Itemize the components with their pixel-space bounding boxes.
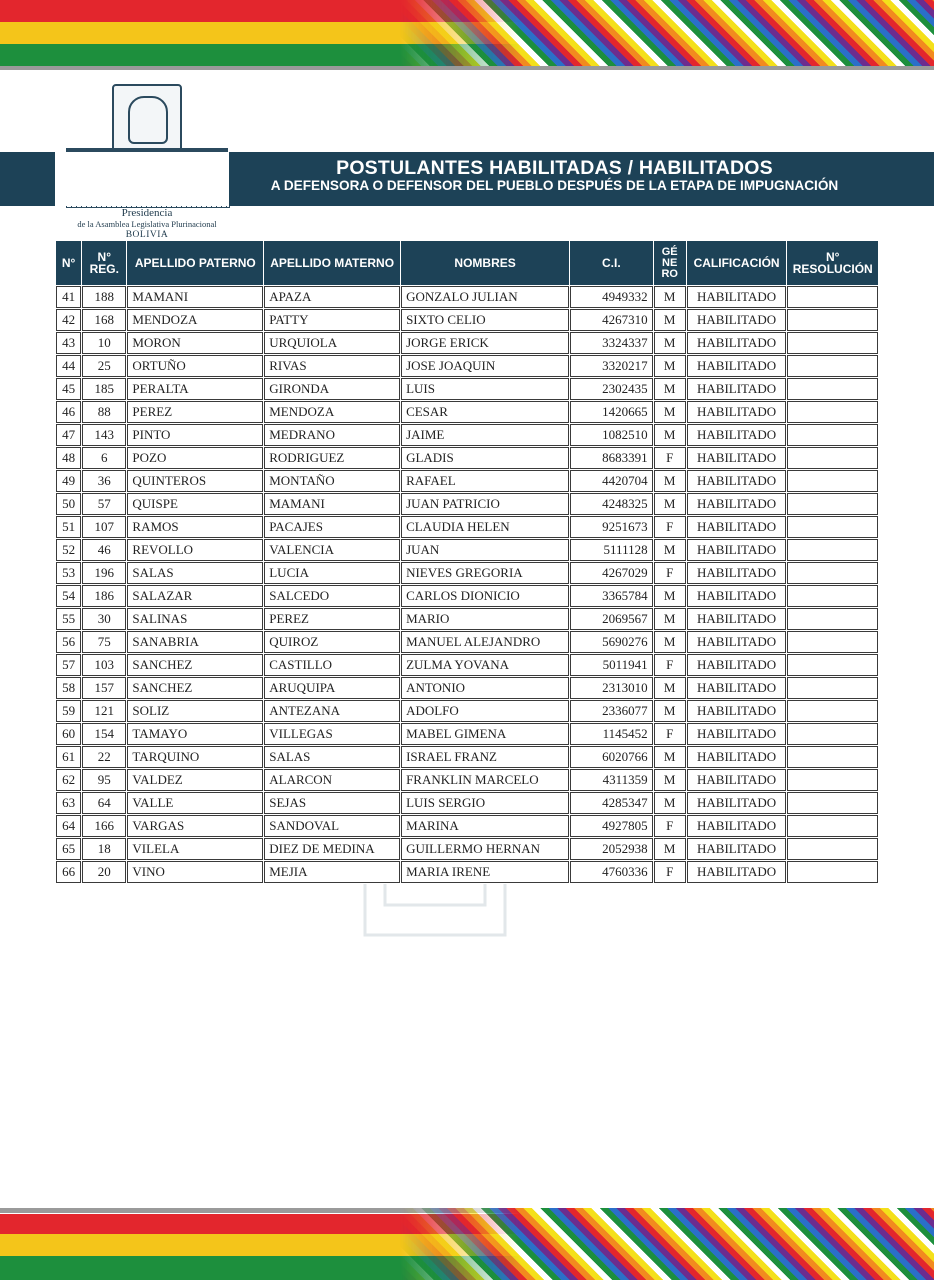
table-cell: NIEVES GREGORIA xyxy=(401,562,569,584)
table-cell: 4760336 xyxy=(570,861,653,883)
table-cell: QUINTEROS xyxy=(127,470,263,492)
table-cell xyxy=(787,792,878,814)
table-cell: F xyxy=(654,723,686,745)
table-cell: F xyxy=(654,447,686,469)
table-cell: 5011941 xyxy=(570,654,653,676)
table-cell: VARGAS xyxy=(127,815,263,837)
table-cell: HABILITADO xyxy=(687,723,787,745)
table-cell: MONTAÑO xyxy=(264,470,400,492)
table-cell: 44 xyxy=(56,355,81,377)
table-cell: M xyxy=(654,286,686,308)
table-cell: 9251673 xyxy=(570,516,653,538)
table-cell: GONZALO JULIAN xyxy=(401,286,569,308)
table-cell xyxy=(787,838,878,860)
table-cell: 63 xyxy=(56,792,81,814)
table-cell xyxy=(787,378,878,400)
table-cell: 64 xyxy=(56,815,81,837)
table-cell: HABILITADO xyxy=(687,654,787,676)
logo-line-3: BOLIVIA xyxy=(125,230,169,240)
table-cell: 4949332 xyxy=(570,286,653,308)
table-cell: ISRAEL FRANZ xyxy=(401,746,569,768)
table-cell: 5111128 xyxy=(570,539,653,561)
table-cell: SANABRIA xyxy=(127,631,263,653)
table-cell: 5690276 xyxy=(570,631,653,653)
table-cell: MAMANI xyxy=(127,286,263,308)
table-cell: HABILITADO xyxy=(687,470,787,492)
table-cell: 60 xyxy=(56,723,81,745)
table-cell: JUAN PATRICIO xyxy=(401,493,569,515)
table-cell: 64 xyxy=(82,792,126,814)
table-cell: 55 xyxy=(56,608,81,630)
table-cell xyxy=(787,769,878,791)
table-cell: SANCHEZ xyxy=(127,677,263,699)
wiphala-pattern-bottom xyxy=(400,1208,934,1280)
col-header-genero: GÉ NE RO xyxy=(654,241,686,285)
table-cell: M xyxy=(654,608,686,630)
top-flag-band xyxy=(0,0,934,70)
table-row xyxy=(56,769,878,791)
table-cell: JUAN xyxy=(401,539,569,561)
table-cell: HABILITADO xyxy=(687,746,787,768)
col-header-resolucion: N° RESOLUCIÓN xyxy=(787,241,878,285)
table-row xyxy=(56,861,878,883)
table-cell: PEREZ xyxy=(127,401,263,423)
table-cell: M xyxy=(654,401,686,423)
table-cell: CESAR xyxy=(401,401,569,423)
table-cell: SALAS xyxy=(264,746,400,768)
table-cell: 46 xyxy=(56,401,81,423)
table-cell: 157 xyxy=(82,677,126,699)
table-cell: DIEZ DE MEDINA xyxy=(264,838,400,860)
table-cell: 36 xyxy=(82,470,126,492)
table-cell: 65 xyxy=(56,838,81,860)
table-cell: 188 xyxy=(82,286,126,308)
table-cell: HABILITADO xyxy=(687,539,787,561)
table-cell: HABILITADO xyxy=(687,447,787,469)
table-cell: 48 xyxy=(56,447,81,469)
table-cell: 4420704 xyxy=(570,470,653,492)
table-cell: JOSE JOAQUIN xyxy=(401,355,569,377)
table-cell: 2336077 xyxy=(570,700,653,722)
table-cell: M xyxy=(654,769,686,791)
table-cell: 43 xyxy=(56,332,81,354)
table-cell: HABILITADO xyxy=(687,677,787,699)
table-cell: MEJIA xyxy=(264,861,400,883)
table-cell: 18 xyxy=(82,838,126,860)
table-cell xyxy=(787,723,878,745)
table-cell xyxy=(787,700,878,722)
table-row xyxy=(56,539,878,561)
table-cell: M xyxy=(654,746,686,768)
col-header-materno: APELLIDO MATERNO xyxy=(264,241,400,285)
table-cell: 2313010 xyxy=(570,677,653,699)
table-cell: 50 xyxy=(56,493,81,515)
table-cell: 88 xyxy=(82,401,126,423)
table-cell: HABILITADO xyxy=(687,792,787,814)
table-cell: 1145452 xyxy=(570,723,653,745)
table-cell: VILELA xyxy=(127,838,263,860)
table-cell: 107 xyxy=(82,516,126,538)
table-cell: JAIME xyxy=(401,424,569,446)
table-cell: 59 xyxy=(56,700,81,722)
table-row xyxy=(56,838,878,860)
table-cell: HABILITADO xyxy=(687,700,787,722)
table-cell: MENDOZA xyxy=(127,309,263,331)
table-cell: 49 xyxy=(56,470,81,492)
table-row xyxy=(56,608,878,630)
table-cell: 166 xyxy=(82,815,126,837)
table-cell: HABILITADO xyxy=(687,286,787,308)
table-cell: ANTEZANA xyxy=(264,700,400,722)
table-cell: HABILITADO xyxy=(687,309,787,331)
table-cell xyxy=(787,286,878,308)
table-cell: 41 xyxy=(56,286,81,308)
table-cell: M xyxy=(654,539,686,561)
table-cell: 103 xyxy=(82,654,126,676)
table-cell: 61 xyxy=(56,746,81,768)
table-cell: ORTUÑO xyxy=(127,355,263,377)
table-cell: 4311359 xyxy=(570,769,653,791)
table-cell: MARIO xyxy=(401,608,569,630)
table-cell xyxy=(787,861,878,883)
table-cell: 95 xyxy=(82,769,126,791)
table-cell: HABILITADO xyxy=(687,815,787,837)
table-cell: HABILITADO xyxy=(687,838,787,860)
table-row xyxy=(56,654,878,676)
table-cell: RODRIGUEZ xyxy=(264,447,400,469)
table-cell: HABILITADO xyxy=(687,378,787,400)
table-cell: 54 xyxy=(56,585,81,607)
table-cell: TARQUINO xyxy=(127,746,263,768)
table-header-row xyxy=(56,241,878,285)
table-cell: PACAJES xyxy=(264,516,400,538)
table-cell: TAMAYO xyxy=(127,723,263,745)
table-cell xyxy=(787,516,878,538)
table-row xyxy=(56,286,878,308)
table-cell: JORGE ERICK xyxy=(401,332,569,354)
table-cell: HABILITADO xyxy=(687,424,787,446)
table-cell: SOLIZ xyxy=(127,700,263,722)
page-title: POSTULANTES HABILITADAS / HABILITADOS xyxy=(336,157,773,179)
table-cell: ARUQUIPA xyxy=(264,677,400,699)
table-cell: 1082510 xyxy=(570,424,653,446)
table-cell: HABILITADO xyxy=(687,401,787,423)
table-cell: URQUIOLA xyxy=(264,332,400,354)
table-row xyxy=(56,470,878,492)
table-cell xyxy=(787,447,878,469)
col-header-calificacion: CALIFICACIÓN xyxy=(687,241,787,285)
table-cell: M xyxy=(654,631,686,653)
candidates-table xyxy=(55,240,879,884)
table-cell: 53 xyxy=(56,562,81,584)
table-cell: M xyxy=(654,332,686,354)
table-cell: M xyxy=(654,493,686,515)
table-cell xyxy=(787,815,878,837)
table-cell: APAZA xyxy=(264,286,400,308)
table-cell: ADOLFO xyxy=(401,700,569,722)
table-cell: 4267310 xyxy=(570,309,653,331)
table-cell: HABILITADO xyxy=(687,769,787,791)
table-cell xyxy=(787,309,878,331)
page-subtitle: A DEFENSORA O DEFENSOR DEL PUEBLO DESPUÉS DE LA ETAPA DE IMPUGNACIÓN xyxy=(270,178,839,193)
table-row xyxy=(56,355,878,377)
table-cell: GLADIS xyxy=(401,447,569,469)
table-cell: 3365784 xyxy=(570,585,653,607)
table-cell: RAFAEL xyxy=(401,470,569,492)
table-cell: M xyxy=(654,470,686,492)
table-cell: 8683391 xyxy=(570,447,653,469)
table-cell: 4285347 xyxy=(570,792,653,814)
table-row xyxy=(56,631,878,653)
table-cell: MARINA xyxy=(401,815,569,837)
table-cell: 3320217 xyxy=(570,355,653,377)
table-cell: 143 xyxy=(82,424,126,446)
table-cell: MORON xyxy=(127,332,263,354)
table-row xyxy=(56,792,878,814)
table-cell: LUIS SERGIO xyxy=(401,792,569,814)
table-cell xyxy=(787,470,878,492)
table-cell: 51 xyxy=(56,516,81,538)
table-cell: F xyxy=(654,654,686,676)
table-cell: MARIA IRENE xyxy=(401,861,569,883)
table-cell: HABILITADO xyxy=(687,562,787,584)
table-cell: CARLOS DIONICIO xyxy=(401,585,569,607)
logo-caption xyxy=(66,208,228,241)
table-cell: VILLEGAS xyxy=(264,723,400,745)
table-cell: F xyxy=(654,861,686,883)
table-cell: 4267029 xyxy=(570,562,653,584)
table-cell: M xyxy=(654,355,686,377)
table-row xyxy=(56,401,878,423)
table-cell: ALARCON xyxy=(264,769,400,791)
col-header-num: N° xyxy=(56,241,81,285)
table-cell: HABILITADO xyxy=(687,585,787,607)
table-cell: HABILITADO xyxy=(687,516,787,538)
table-cell: PINTO xyxy=(127,424,263,446)
table-cell xyxy=(787,585,878,607)
col-header-ci: C.I. xyxy=(570,241,653,285)
table-cell: M xyxy=(654,585,686,607)
table-cell: M xyxy=(654,838,686,860)
table-cell: 42 xyxy=(56,309,81,331)
table-cell: 57 xyxy=(82,493,126,515)
table-row xyxy=(56,700,878,722)
table-row xyxy=(56,424,878,446)
table-cell: MEDRANO xyxy=(264,424,400,446)
table-cell xyxy=(787,746,878,768)
table-cell: 25 xyxy=(82,355,126,377)
table-cell: 6020766 xyxy=(570,746,653,768)
table-cell xyxy=(787,332,878,354)
table-cell: SALINAS xyxy=(127,608,263,630)
table-cell xyxy=(787,424,878,446)
table-cell: GUILLERMO HERNAN xyxy=(401,838,569,860)
wiphala-pattern xyxy=(400,0,934,70)
table-cell xyxy=(787,401,878,423)
col-header-paterno: APELLIDO PATERNO xyxy=(127,241,263,285)
table-cell: SALAS xyxy=(127,562,263,584)
table-cell xyxy=(787,539,878,561)
table-cell: ANTONIO xyxy=(401,677,569,699)
table-cell: RAMOS xyxy=(127,516,263,538)
table-row xyxy=(56,332,878,354)
table-cell: 185 xyxy=(82,378,126,400)
table-row xyxy=(56,585,878,607)
table-cell: SANCHEZ xyxy=(127,654,263,676)
table-cell: VINO xyxy=(127,861,263,883)
table-cell: LUCIA xyxy=(264,562,400,584)
col-header-nombres: NOMBRES xyxy=(401,241,569,285)
table-cell: M xyxy=(654,424,686,446)
table-cell: HABILITADO xyxy=(687,631,787,653)
table-cell: 121 xyxy=(82,700,126,722)
table-cell: CASTILLO xyxy=(264,654,400,676)
table-cell: MAMANI xyxy=(264,493,400,515)
table-cell: SIXTO CELIO xyxy=(401,309,569,331)
table-row xyxy=(56,516,878,538)
table-cell: 75 xyxy=(82,631,126,653)
table-row xyxy=(56,378,878,400)
table-cell xyxy=(787,493,878,515)
table-row xyxy=(56,447,878,469)
table-cell: 66 xyxy=(56,861,81,883)
table-cell: FRANKLIN MARCELO xyxy=(401,769,569,791)
table-cell: VALDEZ xyxy=(127,769,263,791)
table-cell: 46 xyxy=(82,539,126,561)
table-cell: 3324337 xyxy=(570,332,653,354)
table-cell: ZULMA YOVANA xyxy=(401,654,569,676)
table-cell: F xyxy=(654,562,686,584)
table-cell: QUISPE xyxy=(127,493,263,515)
table-cell xyxy=(787,355,878,377)
table-cell: MABEL GIMENA xyxy=(401,723,569,745)
table-cell: GIRONDA xyxy=(264,378,400,400)
table-cell: CLAUDIA HELEN xyxy=(401,516,569,538)
table-cell: 2052938 xyxy=(570,838,653,860)
table-cell: M xyxy=(654,700,686,722)
table-cell: F xyxy=(654,815,686,837)
table-cell: 1420665 xyxy=(570,401,653,423)
table-cell: MENDOZA xyxy=(264,401,400,423)
table-row xyxy=(56,815,878,837)
table-cell: 58 xyxy=(56,677,81,699)
table-cell xyxy=(787,562,878,584)
table-row xyxy=(56,493,878,515)
table-cell: M xyxy=(654,378,686,400)
table-cell: 2302435 xyxy=(570,378,653,400)
table-cell: SANDOVAL xyxy=(264,815,400,837)
table-cell: M xyxy=(654,309,686,331)
table-cell: PATTY xyxy=(264,309,400,331)
bottom-flag-band xyxy=(0,1208,934,1280)
table-cell: VALENCIA xyxy=(264,539,400,561)
table-cell: M xyxy=(654,677,686,699)
table-cell: 168 xyxy=(82,309,126,331)
table-cell: REVOLLO xyxy=(127,539,263,561)
table-cell: HABILITADO xyxy=(687,861,787,883)
table-cell: F xyxy=(654,516,686,538)
logo-line-1: Presidencia xyxy=(121,207,173,219)
table-cell: 56 xyxy=(56,631,81,653)
table-cell: PEREZ xyxy=(264,608,400,630)
table-cell: SALCEDO xyxy=(264,585,400,607)
table-cell: 6 xyxy=(82,447,126,469)
table-cell: 22 xyxy=(82,746,126,768)
table-cell: 196 xyxy=(82,562,126,584)
table-cell: 52 xyxy=(56,539,81,561)
table-row xyxy=(56,746,878,768)
table-cell: HABILITADO xyxy=(687,355,787,377)
logo-line-2: de la Asamblea Legislativa Plurinacional xyxy=(77,219,217,229)
table-cell: SALAZAR xyxy=(127,585,263,607)
table-cell: HABILITADO xyxy=(687,608,787,630)
table-row xyxy=(56,677,878,699)
table-cell: HABILITADO xyxy=(687,493,787,515)
table-row xyxy=(56,723,878,745)
table-cell xyxy=(787,631,878,653)
table-cell: 186 xyxy=(82,585,126,607)
table-cell: 57 xyxy=(56,654,81,676)
table-cell: 45 xyxy=(56,378,81,400)
table-cell: MANUEL ALEJANDRO xyxy=(401,631,569,653)
table-cell: POZO xyxy=(127,447,263,469)
table-row xyxy=(56,562,878,584)
table-cell: RIVAS xyxy=(264,355,400,377)
table-cell: QUIROZ xyxy=(264,631,400,653)
table-cell xyxy=(787,608,878,630)
table-cell: HABILITADO xyxy=(687,332,787,354)
table-cell: 62 xyxy=(56,769,81,791)
col-header-reg: N° REG. xyxy=(82,241,126,285)
table-cell: 4927805 xyxy=(570,815,653,837)
table-cell: 10 xyxy=(82,332,126,354)
table-cell xyxy=(787,654,878,676)
table-row xyxy=(56,309,878,331)
table-cell xyxy=(787,677,878,699)
table-cell: LUIS xyxy=(401,378,569,400)
table-cell: VALLE xyxy=(127,792,263,814)
table-cell: 30 xyxy=(82,608,126,630)
table-cell: 154 xyxy=(82,723,126,745)
table-cell: PERALTA xyxy=(127,378,263,400)
table-cell: 47 xyxy=(56,424,81,446)
table-cell: 4248325 xyxy=(570,493,653,515)
table-cell: 2069567 xyxy=(570,608,653,630)
table-cell: M xyxy=(654,792,686,814)
table-cell: SEJAS xyxy=(264,792,400,814)
table-cell: 20 xyxy=(82,861,126,883)
